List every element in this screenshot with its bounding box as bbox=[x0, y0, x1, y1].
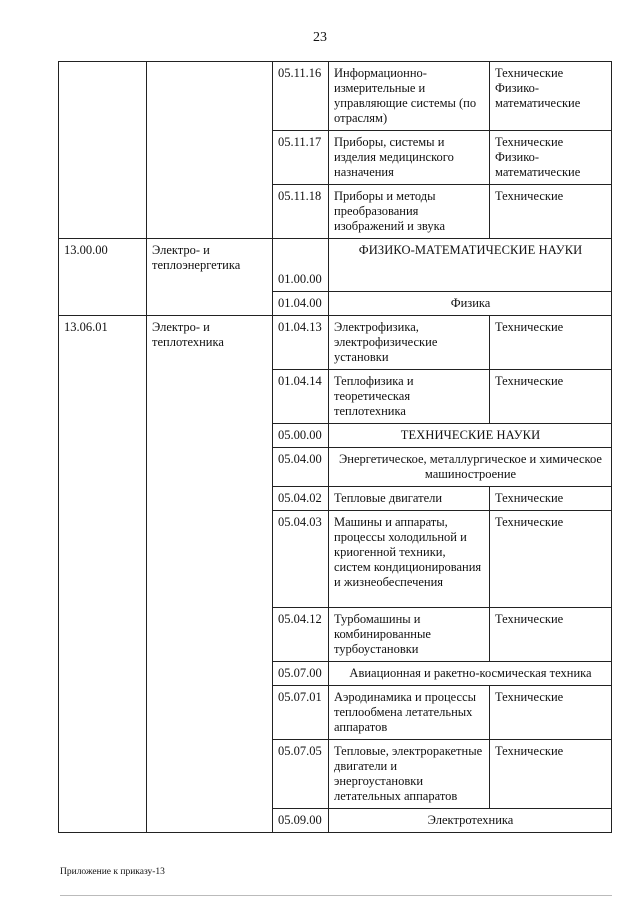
scientific-code: 05.04.02 bbox=[273, 487, 329, 511]
spec-code: 13.06.01 bbox=[59, 316, 147, 833]
scientific-name: Машины и аппараты, процессы холодильной и криогенной техники, систем кондиционирования и жизнеобеспечения bbox=[329, 511, 490, 608]
science-branch: Технические bbox=[490, 608, 612, 662]
science-branch: Технические bbox=[490, 487, 612, 511]
table-row bbox=[59, 316, 612, 370]
section-title: Электротехника bbox=[329, 809, 612, 833]
page-number: 23 bbox=[313, 30, 327, 45]
scientific-code: 05.07.01 bbox=[273, 686, 329, 740]
section-title: ТЕХНИЧЕСКИЕ НАУКИ bbox=[329, 424, 612, 448]
scientific-code: 05.11.16 bbox=[273, 62, 329, 131]
science-branch: Технические bbox=[490, 316, 612, 370]
scientific-name: Электрофизика, электрофизические установки bbox=[329, 316, 490, 370]
science-branch: Технические Физико-математические bbox=[490, 62, 612, 131]
scientific-name: Тепловые двигатели bbox=[329, 487, 490, 511]
scientific-name: Аэродинамика и процессы теплообмена летательных аппаратов bbox=[329, 686, 490, 740]
section-title: Авиационная и ракетно-космическая техника bbox=[329, 662, 612, 686]
footer-note: Приложение к приказу-13 bbox=[60, 867, 165, 877]
science-branch: Технические bbox=[490, 740, 612, 809]
spec-code: 13.00.00 bbox=[59, 239, 147, 316]
scientific-code: 01.04.13 bbox=[273, 316, 329, 370]
table-row bbox=[59, 62, 612, 131]
specialty-table bbox=[58, 61, 612, 833]
scientific-name: Информационно-измерительные и управляющие системы (по отраслям) bbox=[329, 62, 490, 131]
science-branch: Технические bbox=[490, 185, 612, 239]
scientific-code: 05.07.05 bbox=[273, 740, 329, 809]
section-code: 05.07.00 bbox=[273, 662, 329, 686]
science-branch: Технические bbox=[490, 686, 612, 740]
scientific-name: Теплофизика и теоретическая теплотехника bbox=[329, 370, 490, 424]
section-title: Энергетическое, металлургическое и химическое машиностроение bbox=[329, 448, 612, 487]
science-branch: Технические bbox=[490, 370, 612, 424]
spec-code-cell bbox=[59, 62, 147, 239]
section-code: 05.04.00 bbox=[273, 448, 329, 487]
page-edge-divider bbox=[60, 895, 612, 896]
scientific-name: Тепловые, электроракетные двигатели и энергоустановки летательных аппаратов bbox=[329, 740, 490, 809]
science-branch: Технические bbox=[490, 511, 612, 608]
scientific-code: 05.04.12 bbox=[273, 608, 329, 662]
section-code: 01.00.00 bbox=[273, 239, 329, 292]
scientific-name: Приборы и методы преобразования изображений и звука bbox=[329, 185, 490, 239]
scientific-name: Приборы, системы и изделия медицинского назначения bbox=[329, 131, 490, 185]
section-code: 05.00.00 bbox=[273, 424, 329, 448]
section-code: 01.04.00 bbox=[273, 292, 329, 316]
spec-name-cell bbox=[147, 62, 273, 239]
section-code: 05.09.00 bbox=[273, 809, 329, 833]
spec-name: Электро- и теплотехника bbox=[147, 316, 273, 833]
spec-name: Электро- и теплоэнергетика bbox=[147, 239, 273, 316]
scientific-name: Турбомашины и комбинированные турбоустановки bbox=[329, 608, 490, 662]
section-title: Физика bbox=[329, 292, 612, 316]
section-title: ФИЗИКО-МАТЕМАТИЧЕСКИЕ НАУКИ bbox=[329, 239, 612, 292]
science-branch: Технические Физико-математические bbox=[490, 131, 612, 185]
scientific-code: 05.04.03 bbox=[273, 511, 329, 608]
scientific-code: 05.11.18 bbox=[273, 185, 329, 239]
scientific-code: 05.11.17 bbox=[273, 131, 329, 185]
scientific-code: 01.04.14 bbox=[273, 370, 329, 424]
table-row bbox=[59, 239, 612, 292]
